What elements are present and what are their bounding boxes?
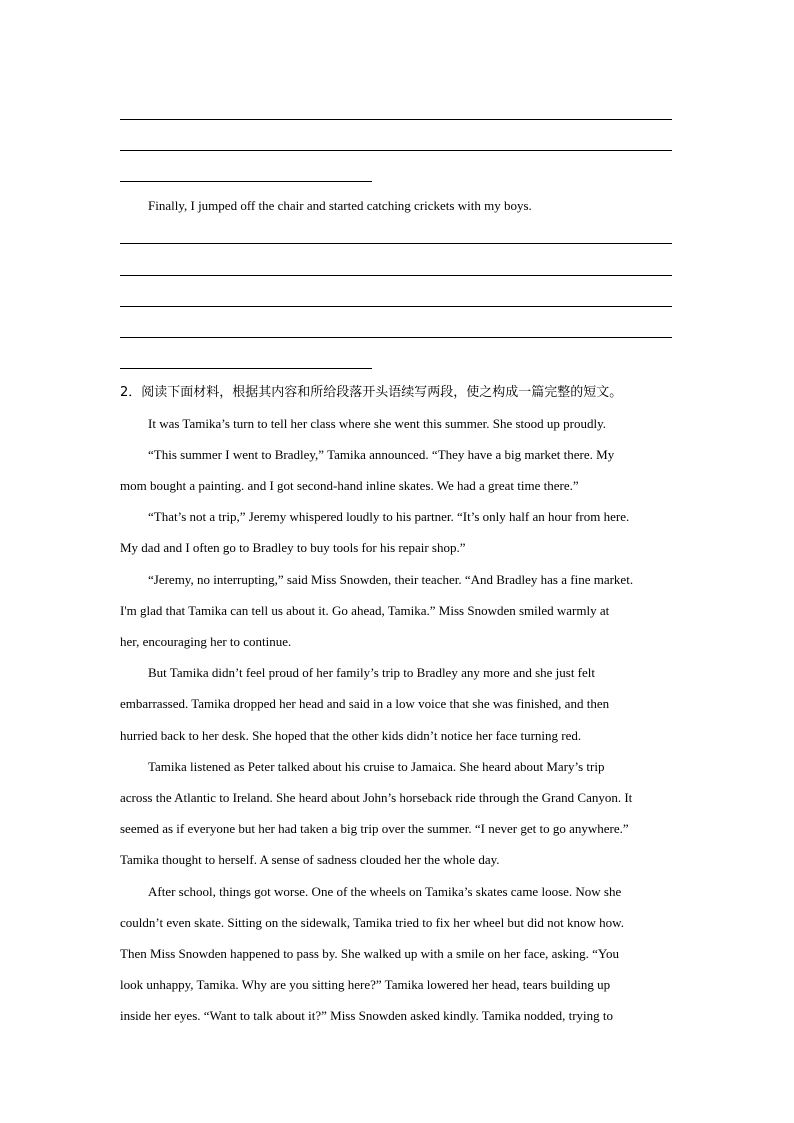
passage-line: Then Miss Snowden happened to pass by. She walked up with a smile on her face, asking. “You xyxy=(120,946,619,961)
passage-line: look unhappy, Tamika. Why are you sitting here?” Tamika lowered her head, tears building up xyxy=(120,977,611,992)
passage-line: seemed as if everyone but her had taken a big trip over the summer. “I never get to go anywhere.” xyxy=(120,821,629,836)
passage-line: across the Atlantic to Ireland. She heard about John’s horseback ride through the Grand Canyon. It xyxy=(120,790,633,805)
passage-line: Tamika thought to herself. A sense of sadness clouded her the whole day. xyxy=(120,852,500,867)
passage-line: My dad and I often go to Bradley to buy tools for his repair shop.” xyxy=(120,540,466,555)
passage-line: I'm glad that Tamika can tell us about it. Go ahead, Tamika.” Miss Snowden smiled warmly at xyxy=(120,603,610,618)
passage-line: her, encouraging her to continue. xyxy=(120,634,292,649)
answer-line xyxy=(120,275,672,276)
passage-line: hurried back to her desk. She hoped that the other kids didn’t notice her face turning red. xyxy=(120,728,582,743)
passage-line: After school, things got worse. One of the wheels on Tamika’s skates came loose. Now she xyxy=(148,884,622,899)
passage-line: mom bought a painting. and I got second-hand inline skates. We had a great time there.” xyxy=(120,478,579,493)
passage-line: It was Tamika’s turn to tell her class where she went this summer. She stood up proudly. xyxy=(148,416,606,431)
answer-line xyxy=(120,150,672,151)
passage-line: embarrassed. Tamika dropped her head and said in a low voice that she was finished, and then xyxy=(120,696,610,711)
passage-line: Tamika listened as Peter talked about his cruise to Jamaica. She heard about Mary’s trip xyxy=(148,759,605,774)
question-heading: 2．阅读下面材料，根据其内容和所给段落开头语续写两段，使之构成一篇完整的短文。 xyxy=(120,385,623,400)
answer-line xyxy=(120,181,372,182)
answer-line xyxy=(120,337,672,338)
paragraph-opening-finally: Finally, I jumped off the chair and started catching crickets with my boys. xyxy=(148,198,532,213)
answer-line xyxy=(120,119,672,120)
answer-line xyxy=(120,368,372,369)
passage-line: “Jeremy, no interrupting,” said Miss Snowden, their teacher. “And Bradley has a fine market. xyxy=(148,572,634,587)
answer-line xyxy=(120,306,672,307)
passage-line: But Tamika didn’t feel proud of her family’s trip to Bradley any more and she just felt xyxy=(148,665,596,680)
answer-line xyxy=(120,243,672,244)
passage-line: “This summer I went to Bradley,” Tamika announced. “They have a big market there. My xyxy=(148,447,615,462)
passage-line: inside her eyes. “Want to talk about it?” Miss Snowden asked kindly. Tamika nodded, trying to xyxy=(120,1008,614,1023)
passage-line: “That’s not a trip,” Jeremy whispered loudly to his partner. “It’s only half an hour from here. xyxy=(148,509,630,524)
passage-line: couldn’t even skate. Sitting on the sidewalk, Tamika tried to fix her wheel but did not know how. xyxy=(120,915,624,930)
